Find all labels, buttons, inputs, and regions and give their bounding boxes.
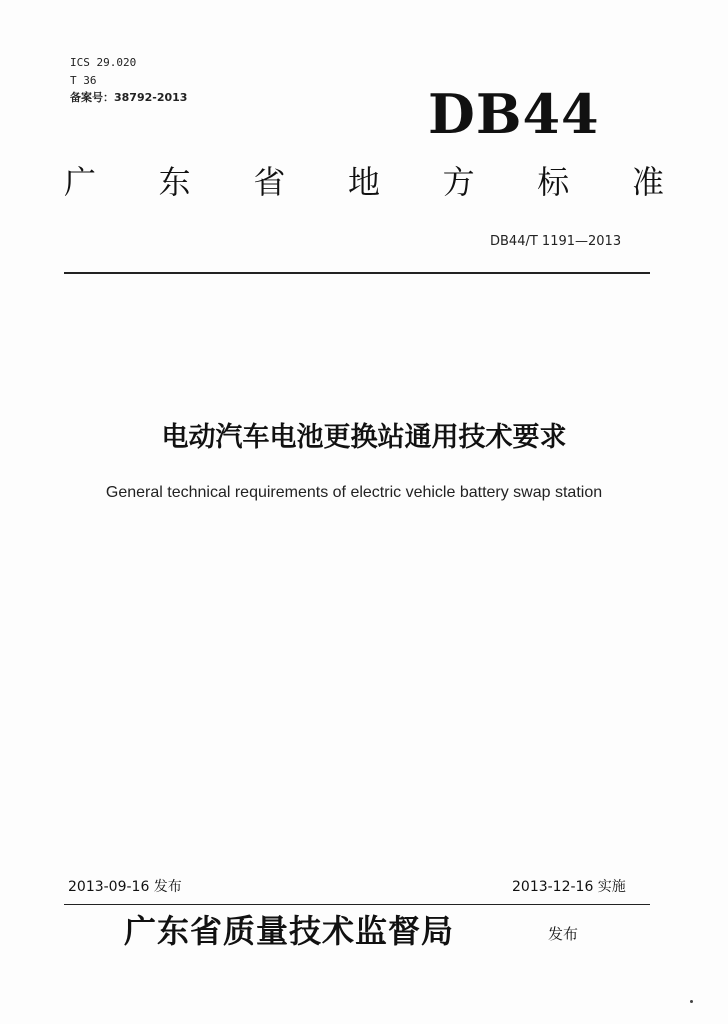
classification-code: T 36 <box>70 74 97 87</box>
ics-code: ICS 29.020 <box>70 56 137 69</box>
standard-type-char: 标 <box>537 163 570 201</box>
document-title-chinese: 电动汽车电池更换站通用技术要求 <box>161 422 567 453</box>
implementation-date: 2013-12-16 实施 <box>512 879 626 895</box>
header-divider <box>64 272 650 274</box>
db44-logo: DB44 <box>428 82 600 146</box>
standard-type-heading <box>64 160 664 204</box>
document-title-english: General technical requirements of electric vehicle battery swap station <box>105 484 603 501</box>
standard-number: DB44/T 1191—2013 <box>490 234 622 249</box>
issuing-authority-suffix: 发布 <box>548 925 579 943</box>
standard-type-char: 广 <box>64 163 97 201</box>
record-number: 备案号：38792-2013 <box>70 91 188 104</box>
standard-type-char: 地 <box>347 163 380 201</box>
issue-date: 2013-09-16 发布 <box>68 879 182 895</box>
standard-type-char: 东 <box>158 163 191 201</box>
standard-type-char: 省 <box>253 163 286 201</box>
standard-type-char: 方 <box>442 163 475 201</box>
issuing-authority: 广东省质量技术监督局 <box>124 912 455 950</box>
footer-divider <box>64 904 650 905</box>
scan-speck <box>690 1000 693 1003</box>
standard-type-char: 准 <box>631 163 664 201</box>
